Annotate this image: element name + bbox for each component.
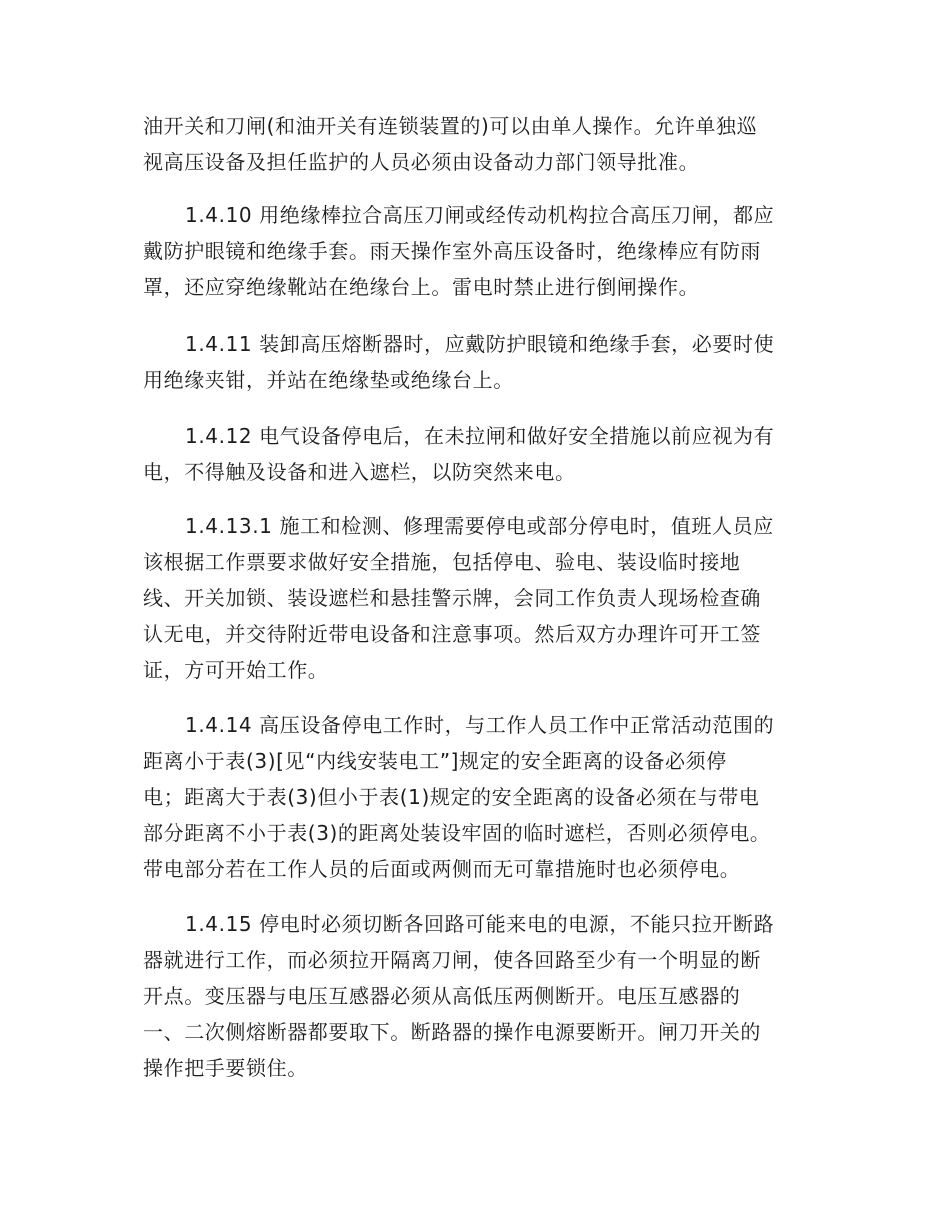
text-line: 证，方可开始工作。 [143, 658, 329, 682]
text-line: 1.4.14 高压设备停电工作时，与工作人员工作中正常活动范围的 [185, 713, 775, 737]
text-line: 油开关和刀闸(和油开关有连锁装置的)可以由单人操作。允许单独巡 [143, 114, 758, 138]
text-line: 开点。变压器与电压互感器必须从高低压两侧断开。电压互感器的 [143, 984, 741, 1008]
text-line: 认无电，并交待附近带电设备和注意事项。然后双方办理许可开工签 [143, 622, 761, 646]
text-line: 电；距离大于表(3)但小于表(1)规定的安全距离的设备必须在与带电 [143, 785, 760, 809]
text-line: 用绝缘夹钳，并站在绝缘垫或绝缘台上。 [143, 368, 514, 392]
text-line: 一、二次侧熔断器都要取下。断路器的操作电源要断开。闸刀开关的 [143, 1020, 761, 1044]
text-line: 线、开关加锁、装设遮栏和悬挂警示牌，会同工作负责人现场检查确 [143, 586, 761, 610]
text-line: 罩，还应穿绝缘靴站在绝缘台上。雷电时禁止进行倒闸操作。 [143, 275, 700, 299]
text-line: 操作把手要锁住。 [143, 1056, 308, 1080]
text-line: 1.4.15 停电时必须切断各回路可能来电的电源，不能只拉开断路 [185, 912, 775, 936]
paragraph-continuation [143, 108, 808, 180]
paragraph-1-4-13-1 [143, 508, 808, 688]
paragraph-1-4-10 [143, 197, 808, 305]
paragraph-1-4-11 [143, 326, 808, 398]
paragraph-1-4-15 [143, 906, 808, 1086]
text-line: 戴防护眼镜和绝缘手套。雨天操作室外高压设备时，绝缘棒应有防雨 [143, 239, 761, 263]
text-line: 距离小于表(3)[见“内线安装电工”]规定的安全距离的设备必须停 [143, 749, 727, 773]
text-line: 器就进行工作，而必须拉开隔离刀闸，使各回路至少有一个明显的断 [143, 948, 761, 972]
paragraph-1-4-12 [143, 418, 808, 490]
paragraph-1-4-14 [143, 707, 808, 887]
text-line: 该根据工作票要求做好安全措施，包括停电、验电、装设临时接地 [143, 550, 741, 574]
text-line: 带电部分若在工作人员的后面或两侧而无可靠措施时也必须停电。 [143, 857, 741, 881]
text-line: 1.4.12 电气设备停电后，在未拉闸和做好安全措施以前应视为有 [185, 424, 775, 448]
text-line: 电，不得触及设备和进入遮栏，以防突然来电。 [143, 460, 576, 484]
text-line: 1.4.10 用绝缘棒拉合高压刀闸或经传动机构拉合高压刀闸，都应 [185, 203, 775, 227]
text-line: 视高压设备及担任监护的人员必须由设备动力部门领导批准。 [143, 150, 700, 174]
text-line: 1.4.11 装卸高压熔断器时，应戴防护眼镜和绝缘手套，必要时使 [185, 332, 775, 356]
text-line: 1.4.13.1 施工和检测、修理需要停电或部分停电时，值班人员应 [185, 514, 774, 538]
text-line: 部分距离不小于表(3)的距离处装设牢固的临时遮栏，否则必须停电。 [143, 821, 771, 845]
